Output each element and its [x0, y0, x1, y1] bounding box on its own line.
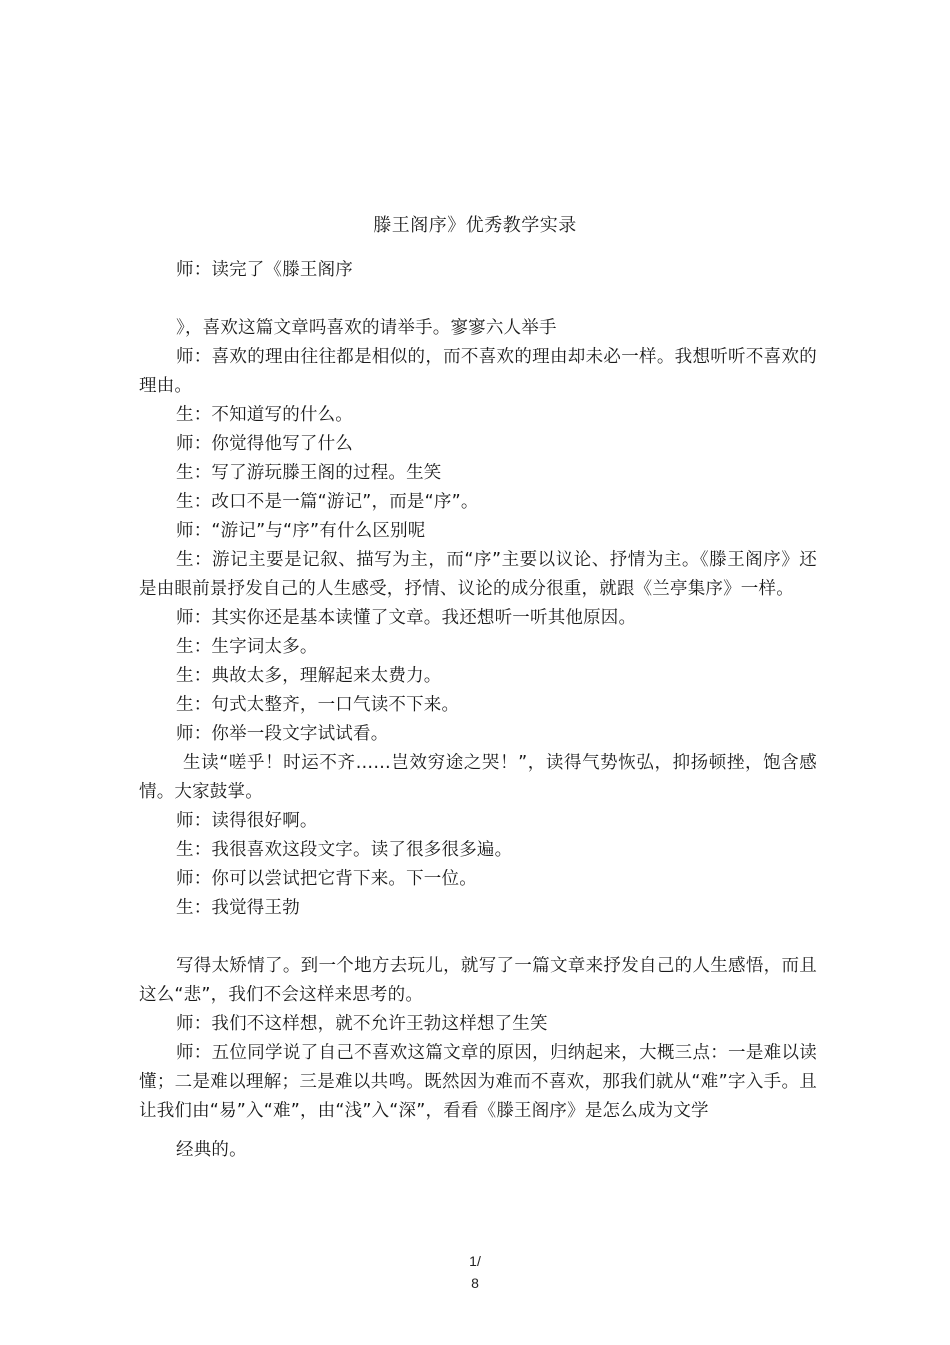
- page-number-total: 8: [471, 1275, 479, 1291]
- paragraph: 师：喜欢的理由往往都是相似的，而不喜欢的理由却未必一样。我想听听不喜欢的理由。: [139, 347, 817, 396]
- paragraph: 生读“嗟乎！时运不齐……岂效穷途之哭！”，读得气势恢弘，抑扬顿挫，饱含感情。大家鼓掌。: [139, 753, 817, 802]
- paragraph: 师：你可以尝试把它背下来。下一位。: [176, 869, 477, 889]
- paragraph: 生：写了游玩滕王阁的过程。生笑: [176, 463, 442, 483]
- paragraph: 生：改口不是一篇“游记”，而是“序”。: [176, 492, 479, 512]
- paragraph: 师：“游记”与“序”有什么区别呢: [176, 521, 426, 541]
- paragraph: 生：我觉得王勃: [176, 898, 300, 918]
- paragraph: 师：五位同学说了自己不喜欢这篇文章的原因，归纳起来，大概三点：一是难以读懂；二是难以理解；三是难以共鸣。既然因为难而不喜欢，那我们就从“难”字入手。且让我们由“易”入“难”，由“浅”入“深”，看看《滕王阁序》是怎么成为文学: [139, 1043, 817, 1121]
- paragraph: 生：游记主要是记叙、描写为主，而“序”主要以议论、抒情为主。《滕王阁序》还是由眼前景抒发自己的人生感受，抒情、议论的成分很重，就跟《兰亭集序》一样。: [139, 550, 817, 599]
- paragraph: 师：读完了《滕王阁序: [176, 260, 353, 280]
- paragraph: 经典的。: [176, 1140, 247, 1160]
- paragraph: 师：你觉得他写了什么: [176, 434, 353, 454]
- page-number: [0, 1250, 950, 1294]
- document-title: 滕王阁序》优秀教学实录: [373, 215, 577, 236]
- paragraph: 》，喜欢这篇文章吗喜欢的请举手。寥寥六人举手: [176, 318, 557, 338]
- paragraph: 生：典故太多，理解起来太费力。: [176, 666, 442, 686]
- paragraph: 生：我很喜欢这段文字。读了很多很多遍。: [176, 840, 513, 860]
- paragraph: 师：其实你还是基本读懂了文章。我还想听一听其他原因。: [176, 608, 637, 628]
- paragraph: 生：生字词太多。: [176, 637, 318, 657]
- paragraph: 师：读得很好啊。: [176, 811, 318, 831]
- paragraph: 生：不知道写的什么。: [176, 405, 353, 425]
- paragraph: 师：你举一段文字试试看。: [176, 724, 389, 744]
- paragraph: 生：句式太整齐，一口气读不下来。: [176, 695, 460, 715]
- document-body: [139, 256, 817, 1165]
- paragraph: 写得太矫情了。到一个地方去玩儿，就写了一篇文章来抒发自己的人生感悟，而且这么“悲”，我们不会这样来思考的。: [139, 956, 817, 1005]
- page-number-current: 1/: [469, 1253, 481, 1269]
- paragraph: 师：我们不这样想，就不允许王勃这样想了生笑: [176, 1014, 548, 1034]
